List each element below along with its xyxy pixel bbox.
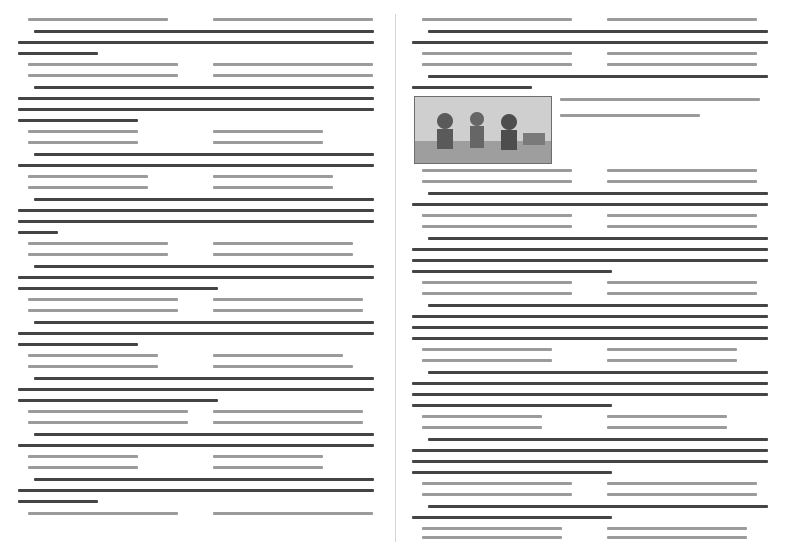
option-text-line [607,292,757,295]
option-text-line [607,527,747,530]
option-text-line [422,415,542,418]
question-text-line [412,41,768,44]
question-text-line [34,377,374,380]
question-text-line [428,438,768,441]
question-text-line [412,86,532,89]
question-text-line [412,516,612,519]
question-text-line [18,108,374,111]
question-text-line [428,505,768,508]
question-text-line [18,500,98,503]
option-text-line [28,309,178,312]
option-text-line [422,281,572,284]
option-text-line [28,63,178,66]
option-text-line [28,455,138,458]
question-text-line [18,489,374,492]
option-text-line [28,298,178,301]
option-text-line [607,493,757,496]
question-text-line [412,449,768,452]
option-text-line [560,114,700,117]
question-text-line [18,444,374,447]
option-text-line [213,186,333,189]
option-text-line [213,365,353,368]
option-text-line [213,18,373,21]
option-text-line [607,225,757,228]
question-text-line [428,237,768,240]
option-text-line [28,410,188,413]
option-text-line [28,130,138,133]
option-text-line [28,512,178,515]
option-text-line [213,298,363,301]
question-text-line [34,478,374,481]
question-text-line [428,304,768,307]
question-text-line [412,203,768,206]
option-text-line [213,421,363,424]
option-text-line [607,18,757,21]
option-text-line [607,180,757,183]
question-text-line [34,265,374,268]
option-text-line [28,74,178,77]
question-text-line [18,97,374,100]
question-text-line [412,259,768,262]
question-text-line [18,41,374,44]
left-column [18,14,382,542]
option-text-line [607,536,747,539]
question-text-line [34,86,374,89]
question-text-line [18,209,374,212]
question-text-line [34,321,374,324]
option-text-line [560,98,760,101]
option-text-line [213,175,333,178]
option-text-line [607,169,757,172]
question-text-line [412,382,768,385]
question-text-line [18,276,374,279]
option-text-line [422,292,572,295]
option-text-line [28,365,158,368]
option-text-line [213,130,323,133]
question-text-line [34,198,374,201]
option-text-line [607,52,757,55]
option-text-line [607,281,757,284]
right-column [412,14,776,542]
option-text-line [28,253,168,256]
option-text-line [422,348,552,351]
option-text-line [28,141,138,144]
question-text-line [18,220,374,223]
option-text-line [28,242,168,245]
question-text-line [34,153,374,156]
option-text-line [213,410,363,413]
option-text-line [607,359,737,362]
option-text-line [607,415,727,418]
option-text-line [607,426,727,429]
q30-picture [414,96,552,164]
option-text-line [213,253,353,256]
question-text-line [18,332,374,335]
option-text-line [422,63,572,66]
option-text-line [422,180,572,183]
option-text-line [607,63,757,66]
question-text-line [412,337,768,340]
option-text-line [28,421,188,424]
option-text-line [422,52,572,55]
option-text-line [607,348,737,351]
hand-drawn-illustration-icon [415,97,551,163]
option-text-line [213,74,373,77]
question-text-line [18,388,374,391]
option-text-line [28,175,148,178]
option-text-line [28,466,138,469]
option-text-line [213,141,323,144]
option-text-line [422,536,562,539]
question-text-line [428,371,768,374]
option-text-line [213,242,353,245]
option-text-line [607,214,757,217]
column-divider [395,14,396,542]
option-text-line [213,354,343,357]
question-text-line [412,404,612,407]
option-text-line [28,186,148,189]
option-text-line [28,354,158,357]
question-text-line [34,30,374,33]
question-text-line [412,471,612,474]
question-text-line [412,326,768,329]
question-text-line [412,315,768,318]
question-text-line [34,433,374,436]
option-text-line [213,455,323,458]
question-text-line [412,460,768,463]
question-text-line [18,52,98,55]
option-text-line [213,63,373,66]
option-text-line [422,482,572,485]
option-text-line [607,482,757,485]
question-text-line [18,399,218,402]
option-text-line [213,466,323,469]
question-text-line [428,75,768,78]
option-text-line [422,527,562,530]
question-text-line [412,248,768,251]
question-text-line [18,287,218,290]
question-text-line [428,192,768,195]
option-text-line [422,493,572,496]
question-text-line [412,393,768,396]
question-text-line [18,164,374,167]
question-text-line [18,119,138,122]
option-text-line [422,169,572,172]
option-text-line [213,512,373,515]
option-text-line [213,309,363,312]
option-text-line [422,18,572,21]
question-text-line [412,270,612,273]
question-text-line [18,231,58,234]
option-text-line [28,18,168,21]
option-text-line [422,359,552,362]
question-text-line [18,343,138,346]
option-text-line [422,426,542,429]
option-text-line [422,225,572,228]
option-text-line [422,214,572,217]
question-text-line [428,30,768,33]
